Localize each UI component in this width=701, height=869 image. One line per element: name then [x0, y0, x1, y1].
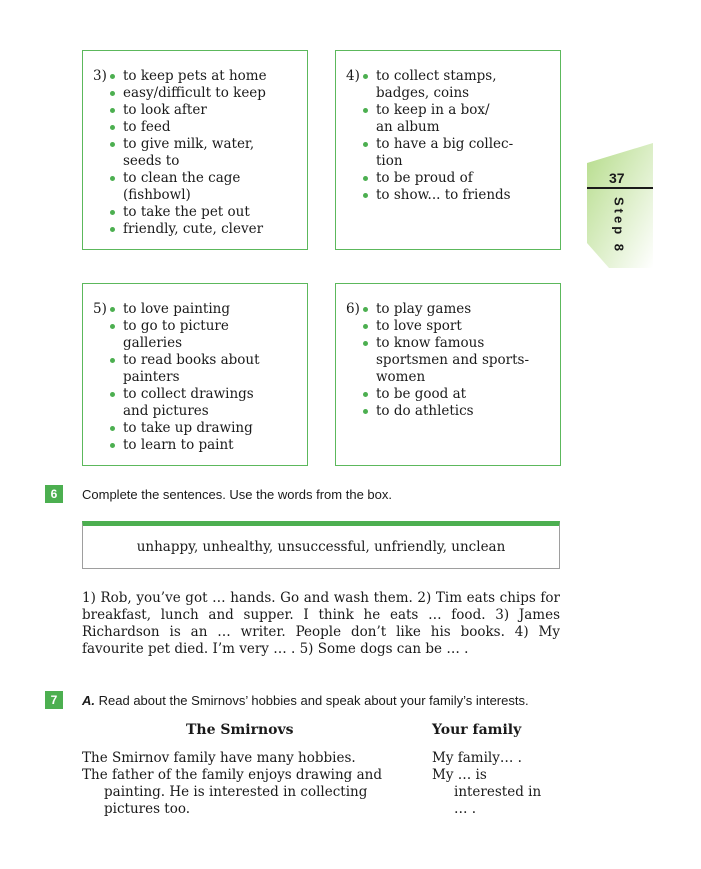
list-item: to keep in a box/ an album	[360, 102, 560, 136]
list-item: to go to picture galleries	[107, 318, 307, 352]
box-number: 5)	[93, 301, 107, 317]
list-item: to look after	[107, 102, 307, 119]
list-item: to love sport	[360, 318, 560, 335]
box-number: 3)	[93, 68, 107, 84]
list-item: to play games	[360, 301, 560, 318]
list-item: to do athletics	[360, 403, 560, 420]
list-item: easy/difficult to keep	[107, 85, 307, 102]
step-label: Step 8	[611, 196, 627, 254]
list-item: to show... to friends	[360, 187, 560, 204]
list-item: to be good at	[360, 386, 560, 403]
smirnovs-text	[82, 750, 400, 818]
list-item: to read books about painters	[107, 352, 307, 386]
hobby-box-pets	[82, 50, 308, 250]
task-6-sentences: 1) Rob, you’ve got … hands. Go and wash them. 2) Tim eats chips for breakfast, lunch and supper. I think he eats … food. 3) James Richardson is an … writer. People don’t like his books. 4) My favourite pet died. I’m very … . 5) Some dogs can be … .	[82, 590, 560, 657]
task-6-badge: 6	[45, 485, 63, 503]
step-tab	[587, 143, 653, 268]
list-item: to be proud of	[360, 170, 560, 187]
hobby-box-painting	[82, 283, 308, 466]
box-number: 6)	[346, 301, 360, 317]
task-7-badge: 7	[45, 691, 63, 709]
your-family-line: My family… .	[432, 750, 522, 766]
task-6-instruction: Complete the sentences. Use the words from the box.	[82, 487, 392, 502]
smirnovs-line: The father of the family enjoys drawing and painting. He is interested in collecting pictures too.	[82, 767, 382, 817]
word-box	[82, 521, 560, 569]
hobby-box-sport	[335, 283, 561, 466]
list-item: to take the pet out	[107, 204, 307, 221]
your-family-line: My … is interested in … .	[432, 767, 542, 817]
list-item: to feed	[107, 119, 307, 136]
list-item: to keep pets at home	[107, 68, 307, 85]
task-7-part-label: A.	[82, 693, 95, 708]
list-item: to have a big collec- tion	[360, 136, 560, 170]
list-item: to know famous sportsmen and sports- women	[360, 335, 560, 386]
hobby-box-collecting	[335, 50, 561, 250]
box-number: 4)	[346, 68, 360, 84]
task-7-instruction	[82, 693, 529, 708]
smirnovs-title: The Smirnovs	[186, 722, 294, 738]
list-item: to collect drawings and pictures	[107, 386, 307, 420]
list-item: to give milk, water, seeds to	[107, 136, 307, 170]
list-item: friendly, cute, clever	[107, 221, 307, 238]
your-family-text	[432, 750, 558, 818]
task-7-text: Read about the Smirnovs’ hobbies and speak about your family’s interests.	[98, 693, 529, 708]
word-box-words: unhappy, unhealthy, unsuccessful, unfriendly, unclean	[136, 539, 506, 555]
your-family-title: Your family	[432, 722, 522, 738]
list-item: to clean the cage (fishbowl)	[107, 170, 307, 204]
list-item: to learn to paint	[107, 437, 307, 454]
list-item: to love painting	[107, 301, 307, 318]
list-item: to take up drawing	[107, 420, 307, 437]
list-item: to collect stamps, badges, coins	[360, 68, 560, 102]
smirnovs-line: The Smirnov family have many hobbies.	[82, 750, 356, 766]
page-number: 37	[609, 170, 625, 186]
